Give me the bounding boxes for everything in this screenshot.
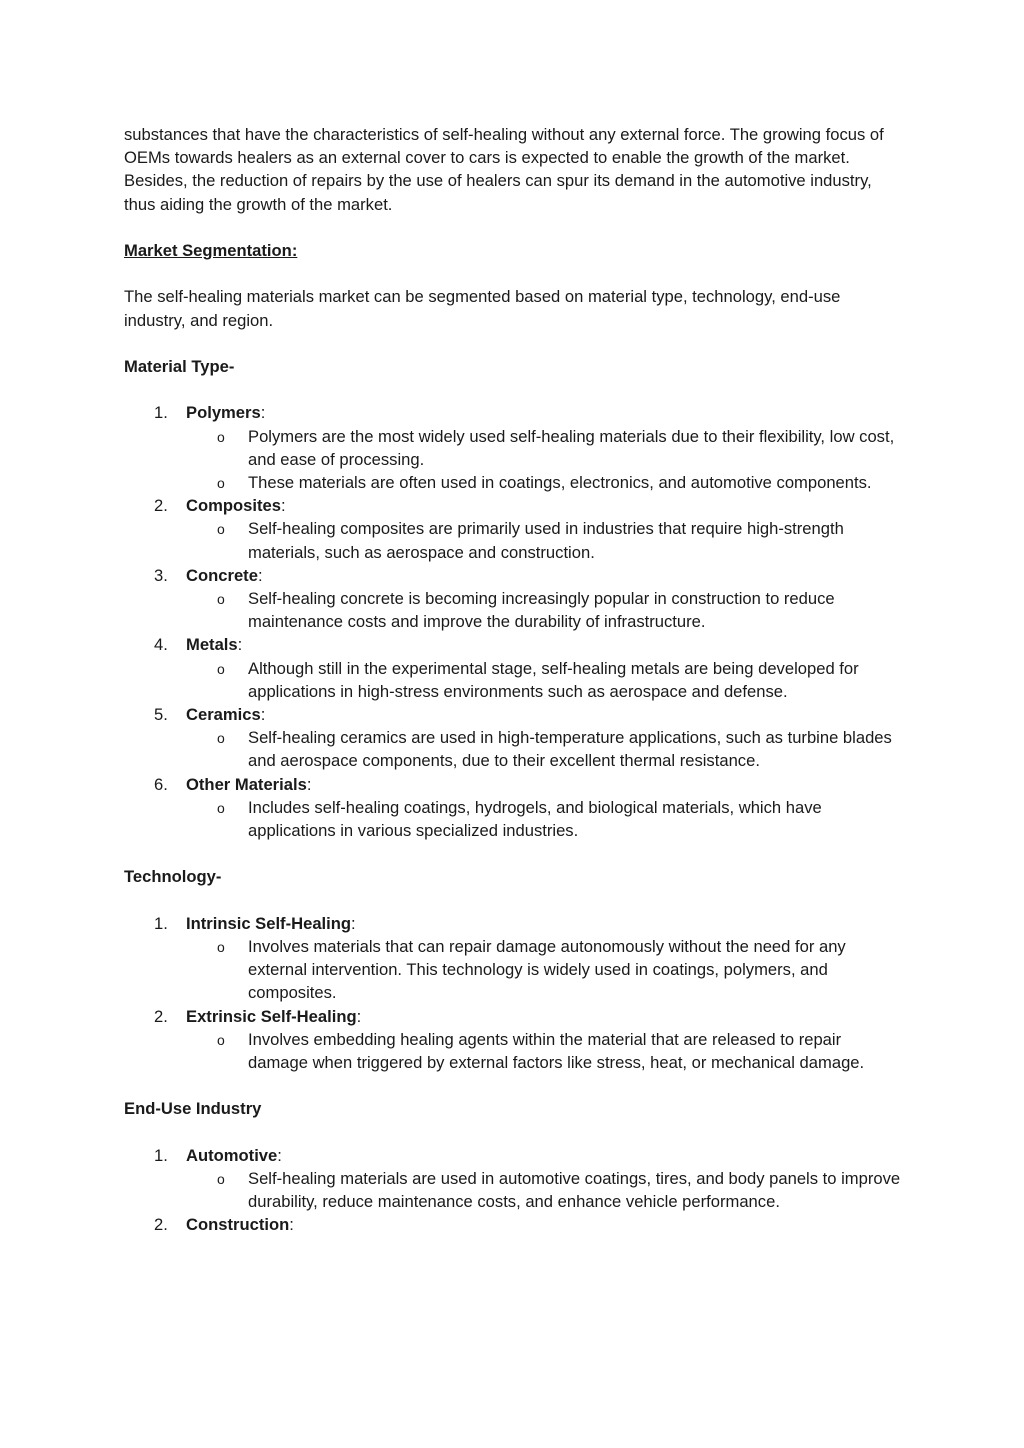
circle-bullet-icon: o — [217, 799, 225, 816]
sub-list-item-text: Includes self-healing coatings, hydrogels, and biological materials, which have applications in various specialized industries. — [248, 797, 822, 841]
list-item-colon: : — [280, 496, 286, 516]
list-item — [124, 494, 904, 564]
sub-list-item-text: Involves materials that can repair damage autonomously without the need for any external intervention. This technology is widely used in coatings, polymers, and composites. — [248, 937, 846, 1003]
list-item — [124, 401, 904, 494]
circle-bullet-icon: o — [217, 939, 225, 956]
list-item-title: Other Materials — [186, 774, 307, 794]
sub-list-item — [186, 1028, 904, 1074]
list-item-colon: : — [260, 403, 266, 423]
circle-bullet-icon: o — [217, 660, 225, 677]
sub-list — [186, 796, 904, 842]
list-number: 3. — [154, 565, 168, 585]
list-item-title: Concrete — [186, 565, 258, 585]
list-item-title: Construction — [186, 1215, 290, 1235]
list-number: 1. — [154, 913, 168, 933]
list-item-colon: : — [356, 1006, 362, 1026]
list-item — [124, 773, 904, 843]
sub-list-item — [186, 517, 904, 563]
list-item-title: Extrinsic Self-Healing — [186, 1006, 357, 1026]
sub-list-item-text: Self-healing composites are primarily used in industries that require high-strength materials, such as aerospace and construction. — [248, 519, 844, 562]
circle-bullet-icon: o — [217, 1031, 225, 1048]
list-item-colon: : — [277, 1145, 282, 1165]
technology-list — [124, 912, 904, 1074]
circle-bullet-icon: o — [217, 521, 225, 538]
circle-bullet-icon: o — [217, 428, 225, 445]
end-use-industry-heading: End-Use Industry — [124, 1099, 262, 1119]
sub-list — [186, 1167, 904, 1213]
circle-bullet-icon: o — [217, 730, 225, 747]
list-item-colon: : — [289, 1215, 294, 1235]
circle-bullet-icon: o — [217, 474, 225, 491]
list-item-colon: : — [257, 565, 263, 585]
list-item — [124, 1213, 904, 1236]
end-use-industry-list — [124, 1144, 904, 1237]
sub-list-item-text: Involves embedding healing agents within the material that are released to repair damage when triggered by external factors like stress, heat, or mechanical damage. — [248, 1029, 865, 1073]
sub-list-item — [186, 935, 904, 1005]
sub-list-item — [186, 1167, 904, 1213]
list-item-colon: : — [260, 705, 266, 725]
sub-list — [186, 935, 904, 1005]
list-item-colon: : — [306, 774, 312, 794]
sub-list — [186, 1028, 904, 1074]
list-item-colon: : — [351, 913, 356, 933]
list-number: 2. — [154, 1215, 168, 1235]
list-number: 1. — [154, 403, 168, 423]
list-item — [124, 633, 904, 703]
list-item — [124, 1144, 904, 1214]
sub-list-item — [186, 796, 904, 842]
sub-list-item — [186, 587, 904, 633]
sub-list-item — [186, 726, 904, 772]
list-item — [124, 564, 904, 634]
list-item-colon: : — [237, 635, 243, 655]
list-number: 5. — [154, 705, 168, 725]
material-type-heading: Material Type- — [124, 356, 235, 376]
document-page — [124, 123, 904, 1237]
sub-list-item — [186, 471, 904, 494]
list-item — [124, 912, 904, 1005]
circle-bullet-icon: o — [217, 1171, 225, 1188]
list-number: 2. — [154, 1006, 168, 1026]
sub-list — [186, 425, 904, 495]
technology-heading: Technology- — [124, 867, 222, 887]
list-number: 4. — [154, 635, 168, 655]
sub-list-item-text: Although still in the experimental stage, self-healing metals are being developed for applications in high-stress environments such as aerospace and defense. — [248, 658, 859, 701]
list-number: 6. — [154, 774, 168, 794]
sub-list-item-text: Self-healing ceramics are used in high-temperature applications, such as turbine blades and aerospace components, due to their excellent thermal resistance. — [248, 728, 892, 771]
list-item-title: Ceramics — [186, 705, 261, 725]
sub-list — [186, 726, 904, 772]
list-number: 1. — [154, 1145, 168, 1165]
material-type-list — [124, 401, 904, 842]
list-item-title: Automotive — [186, 1145, 278, 1165]
sub-list — [186, 517, 904, 563]
sub-list — [186, 587, 904, 633]
list-item — [124, 1005, 904, 1075]
sub-list-item — [186, 657, 904, 703]
sub-list — [186, 657, 904, 703]
sub-list-item-text: Polymers are the most widely used self-healing materials due to their flexibility, low cost, and ease of processing. — [248, 426, 895, 469]
sub-list-item-text: These materials are often used in coatings, electronics, and automotive components. — [248, 472, 872, 492]
list-item-title: Polymers — [186, 403, 261, 423]
list-item — [124, 703, 904, 773]
list-item-title: Metals — [186, 635, 238, 655]
market-segmentation-heading: Market Segmentation: — [124, 241, 298, 260]
sub-list-item-text: Self-healing concrete is becoming increasingly popular in construction to reduce maintenance costs and improve the durability of infrastructure. — [248, 589, 835, 632]
circle-bullet-icon: o — [217, 591, 225, 607]
intro-paragraph: substances that have the characteristics of self-healing without any external force. The growing focus of OEMs towards healers as an external cover to cars is expected to enable the growth of the market. Besides, the reduction of repairs by the use of healers can spur its demand in the automotive industry, thus aiding the growth of the market. — [124, 125, 884, 214]
sub-list-item — [186, 425, 904, 471]
list-number: 2. — [154, 496, 168, 516]
sub-list-item-text: Self-healing materials are used in automotive coatings, tires, and body panels to improve durability, reduce maintenance costs, and enhance vehicle performance. — [248, 1169, 901, 1212]
list-item-title: Intrinsic Self-Healing — [186, 913, 352, 933]
list-item-title: Composites — [186, 496, 281, 516]
market-segmentation-paragraph: The self-healing materials market can be segmented based on material type, technology, end-use industry, and region. — [124, 287, 841, 330]
